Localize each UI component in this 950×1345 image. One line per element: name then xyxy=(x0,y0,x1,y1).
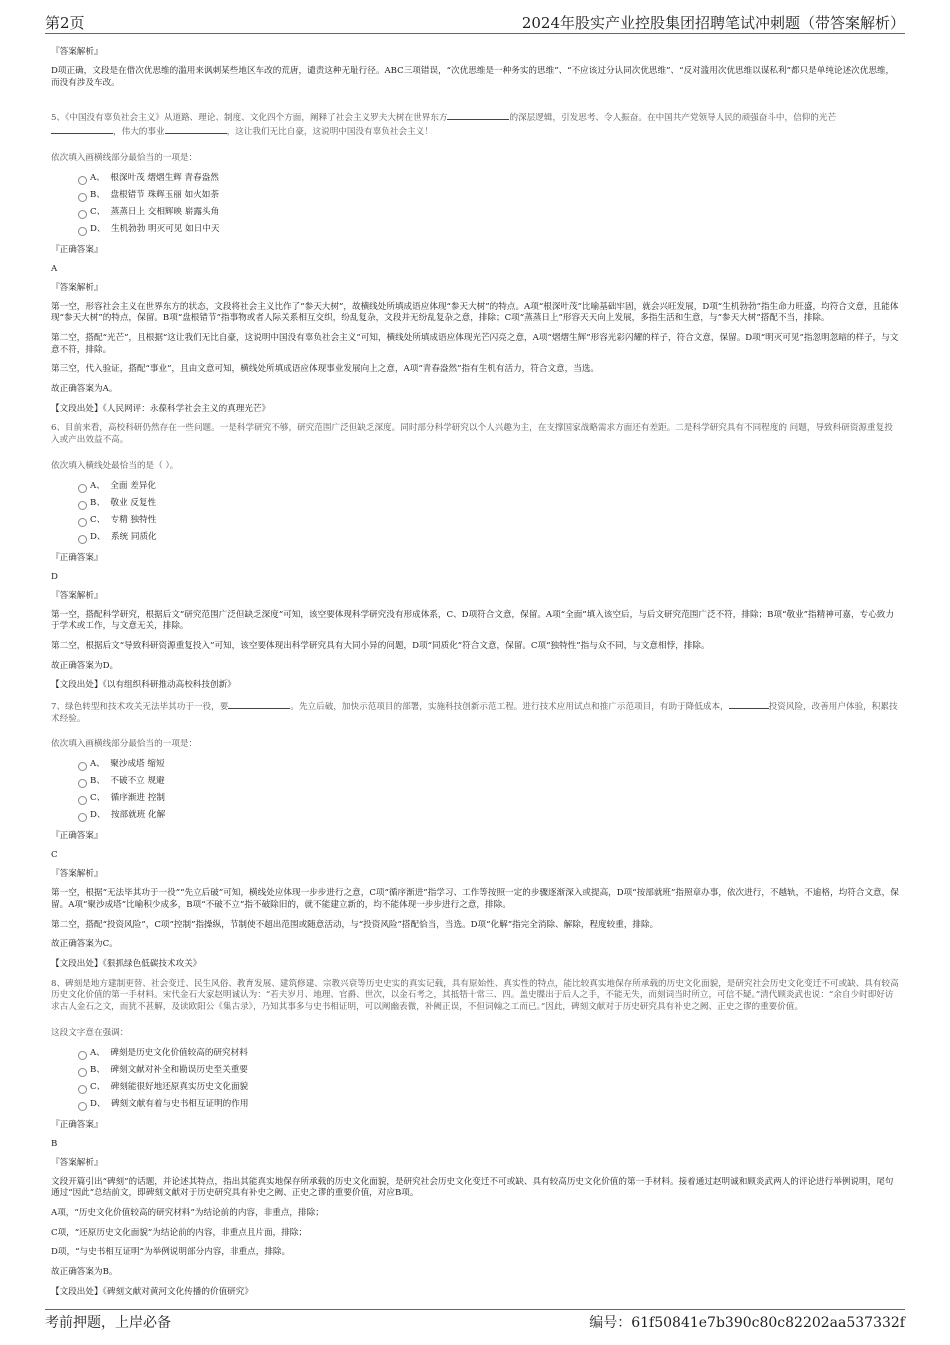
footer-slogan: 考前押题，上岸必备 xyxy=(45,1315,171,1331)
option-a[interactable]: A、 全面 差异化 xyxy=(51,481,899,498)
option-c[interactable]: C、 专精 独特性 xyxy=(51,515,899,532)
question-7-prompt: 依次填入画横线部分最恰当的一项是： xyxy=(51,739,198,750)
option-d[interactable]: D、 碑刻文献有着与史书相互证明的作用 xyxy=(51,1099,899,1116)
radio-icon[interactable] xyxy=(78,1085,87,1094)
answer-label: 『正确答案』 xyxy=(51,1119,103,1130)
q8-analysis-1: 文段开篇引出“碑刻”的话题，并论述其特点，指出其能真实地保存所承载的历史文化面貌，是研究社会历史文化变迁不可或缺、具有较高历史文化价值的第一手材料。接着通过赵明诚和顾炎武两人的评论进行举例说明，尾句通过“因此”总结前文，即碑刻文献对于历史研究具有补史之阙、正史之谬的重要价值，对应B项。 xyxy=(51,1176,894,1199)
question-8-options xyxy=(51,1048,899,1116)
analysis-label: 『答案解析』 xyxy=(51,1157,103,1168)
question-7-answer: C xyxy=(51,850,58,861)
q7-analysis-2: 第二空，搭配“投资风险”，C项“控制”指操纵，节制使不超出范围或随意活动，与“投资风险”搭配恰当，当选。D项“化解”指完全消除、解除，程度较重，排除。 xyxy=(51,919,659,930)
option-b[interactable]: B、 不破不立 规避 xyxy=(51,776,899,793)
q8-analysis-2: A项，“历史文化价值较高的研究材料”为结论前的内容，非重点，排除； xyxy=(51,1207,324,1218)
question-6-prompt: 依次填入横线处最恰当的是（ ）。 xyxy=(51,460,179,471)
option-d[interactable]: D、 按部就班 化解 xyxy=(51,810,899,827)
q5-analysis-2: 第二空，搭配“光芒”，且根据“这让我们无比自豪，这说明中国没有辜负社会主义”可知，横线处所填成语应体现光芒闪亮之意，A项“熠熠生辉”形容光彩闪耀的样子，符合文意，保留。D项“明灭可见”指忽明忽暗的样子，与文意不符，排除。 xyxy=(51,332,899,355)
q8-analysis-3: C项，“还原历史文化面貌”为结论前的内容，非重点且片面，排除； xyxy=(51,1227,307,1238)
q5-analysis-3: 第三空，代入验证，搭配“事业”，且由文意可知，横线处所填成语应体现事业发展向上之意，A项“青春盎然”指有生机有活力，符合文意，当选。 xyxy=(51,364,600,375)
option-b[interactable]: B、 盘根错节 珠辉玉丽 如火如荼 xyxy=(51,190,899,207)
radio-icon[interactable] xyxy=(78,518,87,527)
option-b[interactable]: B、 碑刻文献对补全和勘误历史至关重要 xyxy=(51,1065,899,1082)
page-header xyxy=(45,12,905,34)
question-6-options xyxy=(51,481,899,549)
q7-source: 【文段出处】《狠抓绿色低碳技术攻关》 xyxy=(51,958,202,969)
question-5-options xyxy=(51,173,899,241)
q7-analysis-3: 故正确答案为C。 xyxy=(51,939,118,950)
blank xyxy=(51,125,113,134)
serial-number: 编号：61f50841e7b390c80c82202aa537332f xyxy=(589,1315,905,1331)
option-d[interactable]: D、 生机勃勃 明灭可见 如日中天 xyxy=(51,224,899,241)
radio-icon[interactable] xyxy=(78,779,87,788)
analysis-label: 『答案解析』 xyxy=(51,869,103,880)
q8-analysis-5: 故正确答案为B。 xyxy=(51,1267,118,1278)
q6-source: 【文段出处】《以有组织科研推动高校科技创新》 xyxy=(51,680,236,691)
q6-analysis-1: 第一空，搭配科学研究，根据后文“研究范围广泛但缺乏深度”可知，该空要体现科学研究没有形成体系，C、D项符合文意，保留。A项“全面”填入该空后，与后文研究范围广泛不符，排除；B项“敬业”指精神可嘉，专心致力于学术或工作，与文意无关，排除。 xyxy=(51,609,894,632)
footer-divider xyxy=(45,1309,905,1310)
question-7-stem: 7、绿色转型和技术攻关无法毕其功于一役，要 。先立后破，加快示范项目的部署，实施科技创新示范工程。进行技术应用试点和推广示范项目，有助于降低成本， 投资风险，改善用户体验，积累技术经验。 xyxy=(51,702,898,724)
page-number: 第2页 xyxy=(45,14,85,32)
question-6-answer: D xyxy=(51,571,58,582)
question-8-prompt: 这段文字意在强调： xyxy=(51,1027,129,1038)
radio-icon[interactable] xyxy=(78,813,87,822)
q5-analysis-1: 第一空，形容社会主义在世界东方的状态，文段将社会主义比作了“参天大树”，故横线处所填成语应体现“参天大树”的特点。A项“根深叶茂”比喻基础牢固，就会兴旺发展，D项“生机勃勃”指生命力旺盛，均符合文意，且能体现“参天大树”的特点，保留。B项“盘根错节”指事物或者人际关系相互交织，纷乱复杂，文段并无纷乱复杂之意，排除；C项“蒸蒸日上”形容天天向上发展，多指生活和生意，与“参天大树”搭配不当，排除。 xyxy=(51,301,899,324)
option-c[interactable]: C、 碑刻能很好地还原真实历史文化面貌 xyxy=(51,1082,899,1099)
answer-label: 『正确答案』 xyxy=(51,552,103,563)
blank xyxy=(165,125,227,134)
q6-analysis-3: 故正确答案为D。 xyxy=(51,660,119,671)
blank xyxy=(228,700,290,709)
radio-icon[interactable] xyxy=(78,796,87,805)
radio-icon[interactable] xyxy=(78,762,87,771)
document-title: 2024年股实产业控股集团招聘笔试冲刺题（带答案解析） xyxy=(521,14,905,32)
radio-icon[interactable] xyxy=(78,1068,87,1077)
question-8-answer: B xyxy=(51,1138,58,1149)
radio-icon[interactable] xyxy=(78,227,87,236)
option-d[interactable]: D、 系统 同质化 xyxy=(51,532,899,549)
q8-source: 【文段出处】《碑刻文献对黄河文化传播的价值研究》 xyxy=(51,1286,253,1297)
q6-analysis-2: 第二空，根据后文“导致科研资源重复投入”可知，该空要体现出科学研究具有大同小异的问题，D项“同质化”符合文意，保留。C项“独特性”指与众不同，与文意相悖，排除。 xyxy=(51,640,710,651)
option-c[interactable]: C、 循序渐进 控制 xyxy=(51,793,899,810)
answer-label: 『正确答案』 xyxy=(51,244,103,255)
radio-icon[interactable] xyxy=(78,210,87,219)
option-b[interactable]: B、 敬业 反复性 xyxy=(51,498,899,515)
radio-icon[interactable] xyxy=(78,484,87,493)
radio-icon[interactable] xyxy=(78,1051,87,1060)
q8-analysis-4: D项，“与史书相互证明”为举例说明部分内容，非重点，排除。 xyxy=(51,1247,291,1258)
radio-icon[interactable] xyxy=(78,176,87,185)
question-6-stem: 6、目前来看，高校科研仍然存在一些问题。一是科学研究不够，研究范围广泛但缺乏深度。同时部分科学研究以个人兴趣为主，在支撑国家战略需求方面还有差距。二是科学研究具有不同程度的 问题，导致科研资源重复投入或产出效益不高。 xyxy=(51,423,893,446)
option-c[interactable]: C、 蒸蒸日上 交相辉映 崭露头角 xyxy=(51,207,899,224)
question-7-options xyxy=(51,759,899,827)
q7-analysis-1: 第一空，根据“无法毕其功于一役”“先立后破”可知，横线处应体现一步步进行之意，C项“循序渐进”指学习、工作等按照一定的步骤逐渐深入或提高，D项“按部就班”指照章办事，依次进行，不越轨，不逾格，均符合文意，保留。A项“聚沙成塔”比喻积少成多，B项“不破不立”指不破除旧的，就不能建立新的，均不能体现一步步进行之意，排除。 xyxy=(51,888,899,910)
prev-analysis: D项正确，文段是在借次优思维的滥用来讽刺某些地区车改的荒唐，谴责这种无耻行径。ABC三项错误，“次优思维是一种务实的思维”、“不应该过分认同次优思维”、“反对滥用次优思维以谋私利”都只是单纯论述次优思维，而没有涉及车改。 xyxy=(51,66,895,88)
analysis-label: 『答案解析』 xyxy=(51,282,103,293)
radio-icon[interactable] xyxy=(78,1102,87,1111)
radio-icon[interactable] xyxy=(78,535,87,544)
answer-label: 『正确答案』 xyxy=(51,831,103,842)
analysis-label: 『答案解析』 xyxy=(51,590,103,601)
header-divider xyxy=(45,33,905,34)
radio-icon[interactable] xyxy=(78,193,87,202)
option-a[interactable]: A、 碑刻是历史文化价值较高的研究材料 xyxy=(51,1048,899,1065)
question-5-answer: A xyxy=(51,263,58,274)
radio-icon[interactable] xyxy=(78,501,87,510)
analysis-label: 『答案解析』 xyxy=(51,47,103,57)
question-8-stem: 8、碑刻是地方建制更替、社会变迁、民生风俗、教育发展、建筑修建、宗教兴衰等历史史实的真实记载，具有原始性、真实性的特点，能比较真实地保存所承载的历史文化面貌，是研究社会历史文化变迁不可或缺、具有较高历史文化价值的第一手材料。宋代金石大家赵明诚认为：“若夫岁月、地理、官爵、世次，以金石考之，其抵牾十常三、四。盖史牒出于后人之手，不能无失，而刻词当时所立，可信不疑。”清代顾炎武也说：“余自少时即好访求古人金石之文，而犹不甚解，及读欧阳公《集古录》，乃知其事多与史书相证明，可以阐幽表微，补阙正误，不但词翰之工而已。”因此，碑刻文献对于历史研究具有补史之阙、正史之谬的重要价值。 xyxy=(51,978,899,1013)
blank xyxy=(447,111,509,120)
question-5-prompt: 依次填入画横线部分最恰当的一项是： xyxy=(51,152,198,163)
option-a[interactable]: A、 根深叶茂 熠熠生辉 青春盎然 xyxy=(51,173,899,190)
q5-analysis-4: 故正确答案为A。 xyxy=(51,384,118,395)
q5-source: 【文段出处】《人民网评：永葆科学社会主义的真理光芒》 xyxy=(51,403,271,414)
blank xyxy=(729,700,769,709)
question-5-stem: 5、《中国没有辜负社会主义》从道路、理论、制度、文化四个方面，阐释了社会主义罗夫大树在世界东方 的深层逻辑，引发思考、令人振奋。在中国共产党领导人民的顽强奋斗中，信仰的光芒 ，伟大的事业 ，这让我们无比自豪，这说明中国没有辜负社会主义！ xyxy=(51,113,837,138)
document-body xyxy=(51,47,899,1306)
option-a[interactable]: A、 聚沙成塔 缩短 xyxy=(51,759,899,776)
